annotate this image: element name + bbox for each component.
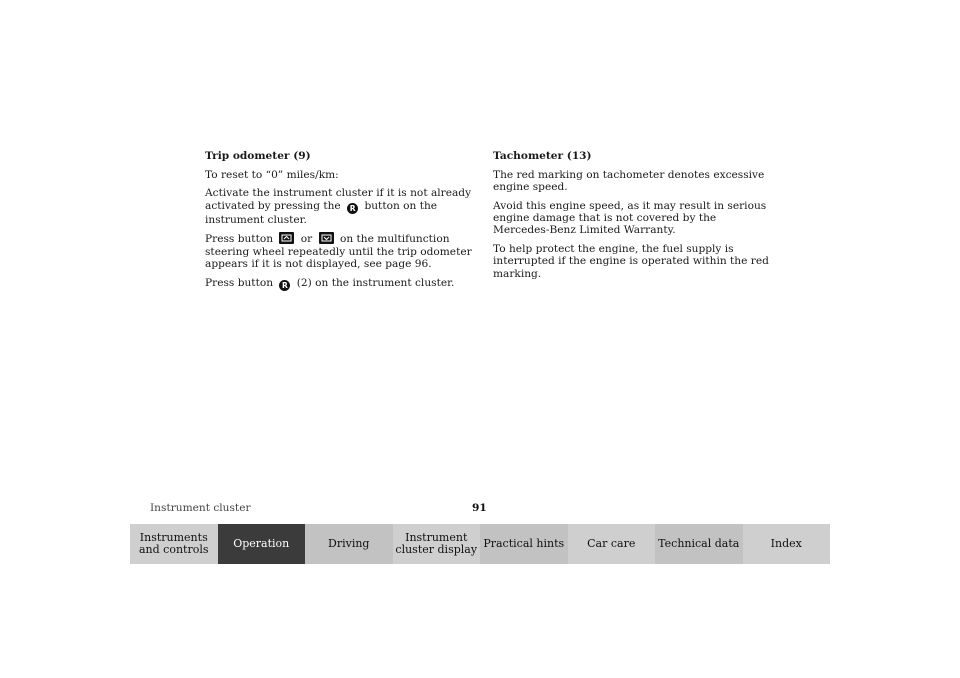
press-text-or: or <box>300 233 313 246</box>
press-scroll-instruction <box>205 232 485 270</box>
tab-instrument-cluster-display[interactable]: Instrument cluster display <box>393 524 481 564</box>
reset-button-icon: R <box>347 203 358 214</box>
chapter-tabs <box>130 524 830 564</box>
tab-operation[interactable]: Operation <box>218 524 306 564</box>
scroll-up-button-icon <box>279 232 294 244</box>
press-text-after: on the multifunction steering wheel repeatedly until the trip odometer appears if it is not displayed, see page 96. <box>205 233 472 270</box>
tachometer-section <box>493 150 773 286</box>
reset-button-icon: R <box>279 280 290 291</box>
tab-car-care[interactable]: Car care <box>568 524 656 564</box>
press-reset-instruction <box>205 277 485 291</box>
tachometer-heading: Tachometer (13) <box>493 150 592 162</box>
press-reset-text-after: (2) on the instrument cluster. <box>296 276 455 289</box>
page-number: 91 <box>472 502 487 514</box>
tab-instruments-and-controls[interactable]: Instruments and controls <box>130 524 218 564</box>
tab-technical-data[interactable]: Technical data <box>655 524 743 564</box>
tab-index[interactable]: Index <box>743 524 831 564</box>
press-text-before: Press button <box>205 233 274 246</box>
section-title: Instrument cluster <box>150 502 251 514</box>
tachometer-paragraph-3: To help protect the engine, the fuel supply is interrupted if the engine is operated within the red marking. <box>493 243 769 280</box>
tachometer-paragraph-1: The red marking on tachometer denotes excessive engine speed. <box>493 168 765 193</box>
press-reset-text-before: Press button <box>205 276 274 289</box>
trip-odometer-heading: Trip odometer (9) <box>205 150 311 162</box>
activate-text-after: button on the instrument cluster. <box>205 199 438 226</box>
tab-driving[interactable]: Driving <box>305 524 393 564</box>
activate-instruction <box>205 187 485 226</box>
trip-odometer-section <box>205 150 485 297</box>
activate-text-before: Activate the instrument cluster if it is not already activated by pressing the <box>205 187 472 212</box>
tab-practical-hints[interactable]: Practical hints <box>480 524 568 564</box>
scroll-down-button-icon <box>319 232 334 244</box>
reset-instruction: To reset to “0” miles/km: <box>205 168 339 181</box>
tachometer-paragraph-2: Avoid this engine speed, as it may result in serious engine damage that is not covered by the Mercedes-Benz Limited Warranty. <box>493 199 767 237</box>
